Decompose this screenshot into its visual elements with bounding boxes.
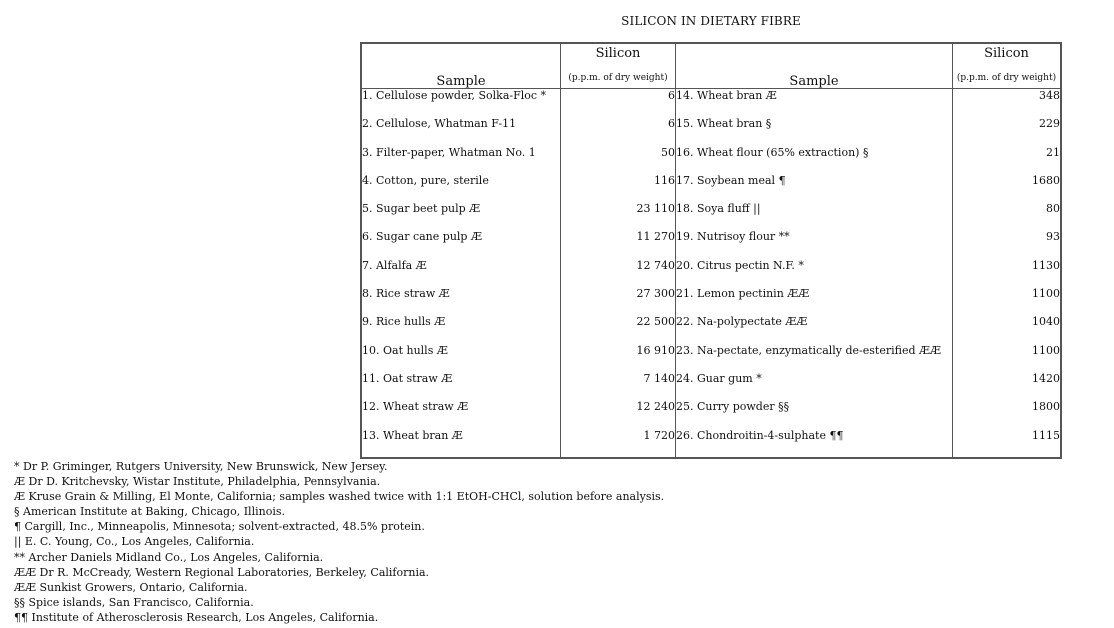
header-unit-label: (p.p.m. of dry weight) <box>956 73 1057 83</box>
right-value-cell: 1130 <box>1032 258 1060 272</box>
right-sample-cell: 15. Wheat bran § <box>676 117 953 145</box>
footnote: § American Institute at Baking, Chicago, Illinois. <box>14 505 285 519</box>
header-unit-label: (p.p.m. of dry weight) <box>568 73 668 83</box>
silicon-table <box>360 42 1062 459</box>
left-value-cell: 116 <box>561 174 676 202</box>
left-value-cell: 1 720 <box>561 429 676 458</box>
left-value-cell: 50 <box>561 146 676 174</box>
right-sample-cell: 24. Guar gum * <box>676 372 953 400</box>
footnote: Æ Dr D. Kritchevsky, Wistar Institute, Philadelphia, Pennsylvania. <box>14 475 381 489</box>
left-sample-cell: 5. Sugar beet pulp Æ <box>361 202 561 230</box>
right-sample-cell: 17. Soybean meal ¶ <box>676 174 953 202</box>
right-value-cell: 80 <box>1046 202 1060 216</box>
right-value-cell: 1680 <box>1032 173 1060 187</box>
table-row <box>361 429 1061 458</box>
left-value-cell: 23 110 <box>561 202 676 230</box>
left-sample-cell: 8. Rice straw Æ <box>361 287 561 315</box>
left-sample-cell: 2. Cellulose, Whatman F-11 <box>361 117 561 145</box>
table-row <box>361 202 1061 230</box>
table-header-row <box>361 43 1061 89</box>
left-value-cell: 6 <box>561 117 676 145</box>
right-value-cell: 229 <box>1039 117 1060 131</box>
right-sample-cell: 22. Na-polypectate ÆÆ <box>676 315 953 343</box>
footnote: Æ Kruse Grain & Milling, El Monte, California; samples washed twice with 1:1 EtOH-CHCl, solution before analysis. <box>14 490 665 504</box>
table-row <box>361 287 1061 315</box>
table-row <box>361 117 1061 145</box>
left-sample-cell: 6. Sugar cane pulp Æ <box>361 230 561 258</box>
right-value-cell: 1800 <box>1032 400 1060 414</box>
footnote: ¶ Cargill, Inc., Minneapolis, Minnesota; solvent-extracted, 48.5% protein. <box>14 520 425 534</box>
right-value-cell: 1115 <box>1032 428 1060 442</box>
right-sample-cell: 23. Na-pectate, enzymatically de-esterified ÆÆ <box>676 344 953 372</box>
left-value-cell: 11 270 <box>561 230 676 258</box>
left-value-cell: 16 910 <box>561 344 676 372</box>
left-value-cell: 12 740 <box>561 259 676 287</box>
page-title: SILICON IN DIETARY FIBRE <box>621 14 801 28</box>
right-sample-cell: 26. Chondroitin-4-sulphate ¶¶ <box>676 429 953 458</box>
left-sample-cell: 4. Cotton, pure, sterile <box>361 174 561 202</box>
left-sample-cell: 11. Oat straw Æ <box>361 372 561 400</box>
footnote: ÆÆ Sunkist Growers, Ontario, California. <box>14 580 248 594</box>
table-row <box>361 230 1061 258</box>
table-row <box>361 146 1061 174</box>
left-value-cell: 12 240 <box>561 400 676 428</box>
header-sample-right: Sample <box>676 43 953 89</box>
left-value-cell: 7 140 <box>561 372 676 400</box>
footnote: §§ Spice islands, San Francisco, California. <box>14 595 254 609</box>
left-sample-cell: 1. Cellulose powder, Solka-Floc * <box>361 89 561 118</box>
right-value-cell: 1040 <box>1032 315 1060 329</box>
right-sample-cell: 18. Soya fluff || <box>676 202 953 230</box>
right-sample-cell: 21. Lemon pectinin ÆÆ <box>676 287 953 315</box>
left-value-cell: 6 <box>561 89 676 118</box>
footnote: * Dr P. Griminger, Rutgers University, New Brunswick, New Jersey. <box>14 460 388 473</box>
header-silicon-label: Silicon <box>984 46 1029 61</box>
footnote: || E. C. Young, Co., Los Angeles, California. <box>14 535 255 549</box>
left-value-cell: 27 300 <box>561 287 676 315</box>
left-sample-cell: 7. Alfalfa Æ <box>361 259 561 287</box>
right-value-cell: 348 <box>1039 89 1060 102</box>
right-value-cell: 1420 <box>1032 371 1060 385</box>
right-sample-cell: 25. Curry powder §§ <box>676 400 953 428</box>
table-row <box>361 259 1061 287</box>
left-sample-cell: 10. Oat hulls Æ <box>361 344 561 372</box>
table-row <box>361 174 1061 202</box>
left-sample-cell: 3. Filter-paper, Whatman No. 1 <box>361 146 561 174</box>
right-value-cell: 93 <box>1046 230 1060 244</box>
left-sample-cell: 13. Wheat bran Æ <box>361 429 561 458</box>
left-value-cell: 22 500 <box>561 315 676 343</box>
header-silicon-left <box>561 43 676 89</box>
header-silicon-label: Silicon <box>595 46 641 61</box>
right-sample-cell: 20. Citrus pectin N.F. * <box>676 259 953 287</box>
right-sample-cell: 19. Nutrisoy flour ** <box>676 230 953 258</box>
right-value-cell: 1100 <box>1032 287 1060 301</box>
footnote: ¶¶ Institute of Atherosclerosis Research, Los Angeles, California. <box>14 610 379 624</box>
table-row <box>361 315 1061 343</box>
table-row <box>361 89 1061 118</box>
right-value-cell: 21 <box>1046 145 1060 159</box>
right-sample-cell: 16. Wheat flour (65% extraction) § <box>676 146 953 174</box>
table-row <box>361 372 1061 400</box>
header-silicon-right <box>953 43 1062 89</box>
table-row <box>361 344 1061 372</box>
left-sample-cell: 12. Wheat straw Æ <box>361 400 561 428</box>
right-value-cell: 1100 <box>1032 343 1060 357</box>
header-sample-left: Sample <box>361 43 561 89</box>
right-sample-cell: 14. Wheat bran Æ <box>676 89 953 118</box>
table-row <box>361 400 1061 428</box>
footnotes <box>14 459 664 625</box>
left-sample-cell: 9. Rice hulls Æ <box>361 315 561 343</box>
footnote: ÆÆ Dr R. McCready, Western Regional Laboratories, Berkeley, California. <box>14 565 430 579</box>
footnote: ** Archer Daniels Midland Co., Los Angeles, California. <box>14 550 324 564</box>
